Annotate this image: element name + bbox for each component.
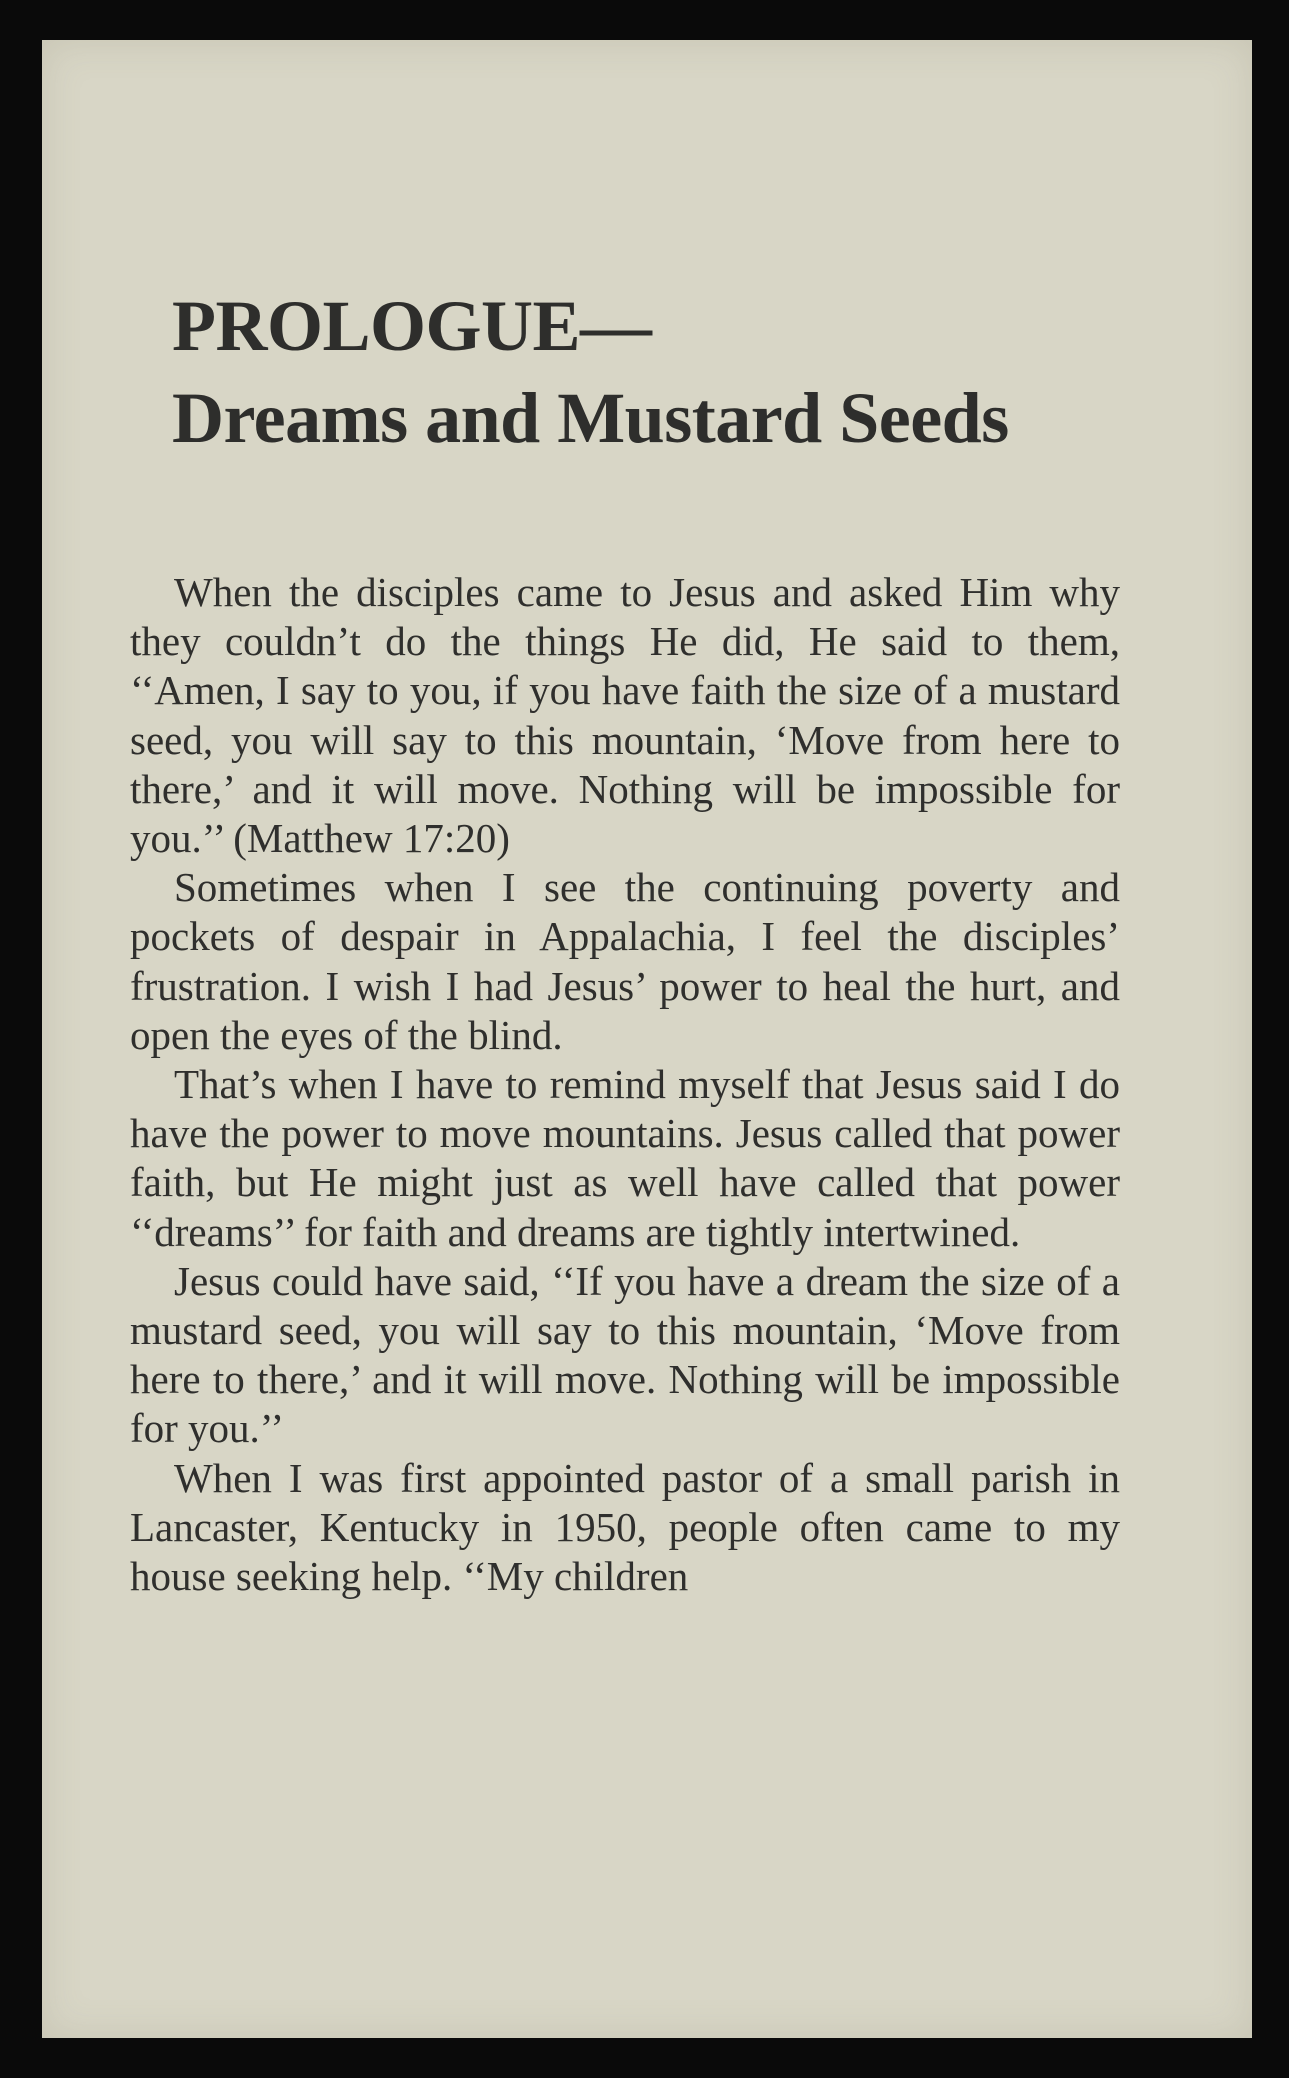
paragraph: That’s when I have to remind myself that Jesus said I do have the power to move mountains. Jesus called that power faith, but He might just as well have called that power ‘‘dreams’’ for faith and dreams are tightly intertwined. (130, 1061, 1120, 1255)
paragraph: Jesus could have said, ‘‘If you have a dream the size of a mustard seed, you will say to this mountain, ‘Move from here to there,’ and it will move. Nothing will be impossible for you.’’ (130, 1257, 1120, 1452)
heading-line-title: Dreams and Mustard Seeds (172, 378, 1009, 458)
paragraph: When the disciples came to Jesus and asked Him why they couldn’t do the things He did, He said to them, ‘‘Amen, I say to you, if you have faith the size of a mustard seed, you will say to this mountain, ‘Move from here to there,’ and it will move. Nothing will be impossible for you.’’ (Matthew 17:20) (130, 569, 1120, 862)
body-text (130, 568, 1120, 1601)
paragraph: Sometimes when I see the continuing poverty and pockets of despair in Appalachia, I feel the disciples’ frustration. I wish I had Jesus’ power to heal the hurt, and open the eyes of the blind. (130, 864, 1120, 1058)
paragraph: When I was first appointed pastor of a small parish in Lancaster, Kentucky in 1950, people often came to my house seeking help. ‘‘My children (130, 1454, 1120, 1600)
chapter-heading (172, 280, 1172, 464)
heading-line-prologue: PROLOGUE— (172, 286, 652, 366)
